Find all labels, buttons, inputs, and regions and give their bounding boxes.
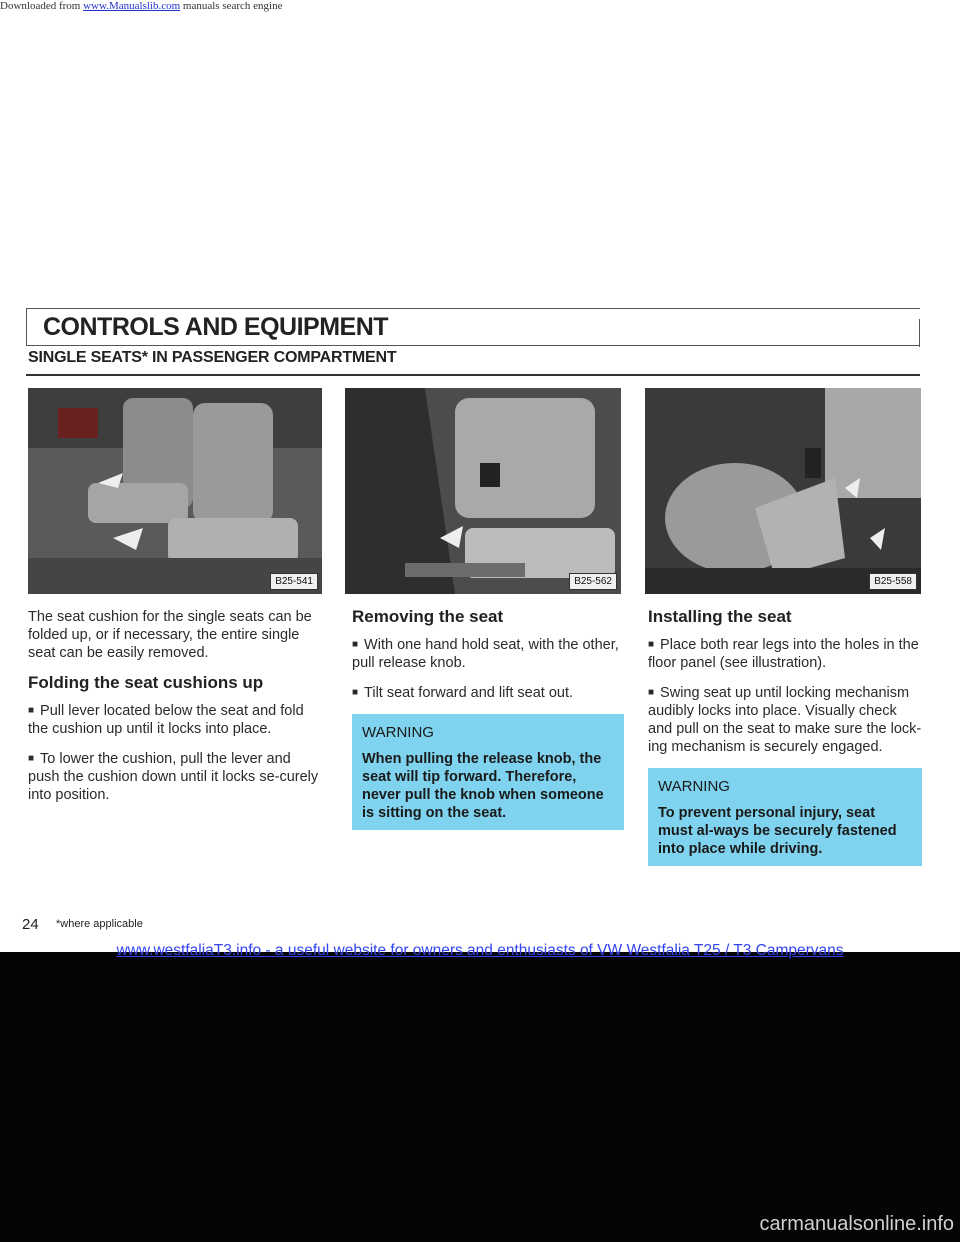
- footnote: *where applicable: [56, 918, 143, 930]
- bullet-lower-cushion: ■ To lower the cushion, pull the lever and push the cushion down until it locks se-curely into position.: [28, 750, 322, 804]
- photo-label: B25-541: [270, 573, 318, 590]
- download-banner: [0, 0, 282, 12]
- site-watermark: carmanualsonline.info: [759, 1213, 954, 1235]
- warning-title: WARNING: [362, 724, 434, 741]
- photo-installing-seat-image: [645, 388, 921, 594]
- bullet-pull-lever: ■ Pull lever located below the seat and fold the cushion up until it locks into place.: [28, 702, 322, 738]
- section-title: CONTROLS AND EQUIPMENT: [43, 313, 389, 341]
- heading-installing: Installing the seat: [648, 607, 792, 626]
- photo-release-knob: [345, 388, 621, 594]
- section-header-box: [26, 308, 920, 346]
- bullet-rear-legs: ■ Place both rear legs into the holes in the floor panel (see illustration).: [648, 636, 922, 672]
- page-subtitle: SINGLE SEATS* IN PASSENGER COMPARTMENT: [28, 349, 397, 366]
- bullet-tilt-seat: ■ Tilt seat forward and lift seat out.: [352, 684, 624, 702]
- column-removing: [352, 604, 624, 830]
- warning-box-removing: [352, 714, 624, 830]
- westfalia-website-link[interactable]: www.westfaliaT3.info - a useful website for owners and enthusiasts of VW Westfalia T25 / T3 Campervans: [116, 942, 844, 959]
- photo-seat-cushion: [28, 388, 322, 594]
- bullet-hold-seat: ■ With one hand hold seat, with the other, pull release knob.: [352, 636, 624, 672]
- warning-body: To prevent personal injury, seat must al-ways be securely fastened into place while driving.: [658, 805, 897, 857]
- column-installing: [648, 604, 922, 866]
- warning-title: WARNING: [658, 778, 730, 795]
- photo-installing-seat: [645, 388, 921, 594]
- header-rule: [26, 374, 920, 376]
- page-number: 24: [22, 916, 39, 933]
- photo-label: B25-562: [569, 573, 617, 590]
- intro-text: The seat cushion for the single seats can be folded up, or if necessary, the entire single seat can be easily removed.: [28, 609, 312, 661]
- banner-suffix: manuals search engine: [182, 0, 283, 12]
- warning-box-installing: [648, 768, 922, 866]
- photo-label: B25-558: [869, 573, 917, 590]
- photo-release-knob-image: [345, 388, 621, 594]
- scan-black-area: [0, 952, 960, 1242]
- warning-body: When pulling the release knob, the seat will tip forward. Therefore, never pull the knob when someone is sitting on the seat.: [362, 751, 604, 821]
- banner-prefix: Downloaded from: [0, 0, 81, 12]
- heading-folding: Folding the seat cushions up: [28, 673, 264, 692]
- photo-seat-cushion-image: [28, 388, 322, 594]
- column-folding: [28, 608, 322, 816]
- bullet-swing-seat: ■ Swing seat up until locking mechanism audibly locks into place. Visually check and pull on the seat to make sure the lock-ing mechanism is securely engaged.: [648, 684, 922, 756]
- heading-removing: Removing the seat: [352, 607, 504, 626]
- manualslib-link[interactable]: www.Manualslib.com: [83, 0, 181, 12]
